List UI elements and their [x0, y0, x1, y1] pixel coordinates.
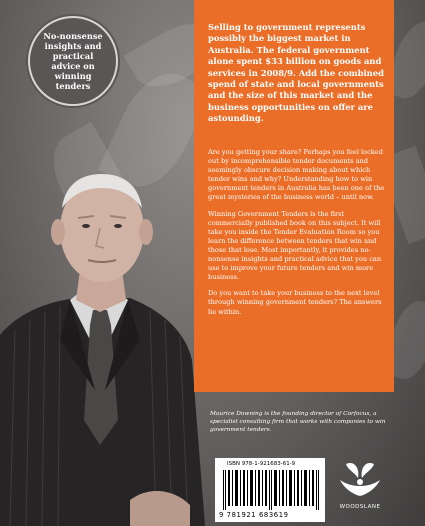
isbn-label: ISBN 978-1-921683-61-9	[227, 461, 296, 467]
lead-paragraph: Selling to government represents possibly the biggest market in Australia. The federal government alone spent $33 billion on goods and services in 2008/9. Add the combined spend of state and local governments and the size of this market and the business opportunities on offer are astounding.	[208, 22, 384, 124]
body-text	[208, 148, 388, 324]
badge-text: No-nonsense insights and practical advice on winning tenders	[43, 31, 103, 91]
body-paragraph: Are you getting your share? Perhaps you feel locked out by incomprehensible tender documents and seemingly obscure decision making about which tender wins and why? Understanding how to win government tenders in Australia has been one of the great mysteries of the business world – until now.	[208, 148, 385, 202]
barcode-bars	[223, 470, 319, 510]
barcode	[215, 458, 325, 522]
publisher-name: WOODSLANE	[339, 504, 381, 510]
promo-badge	[28, 16, 118, 106]
description-panel	[194, 0, 394, 392]
barcode-number: 9 781921 683619	[219, 511, 289, 519]
author-bio: Maurice Downing is the founding director of Corfocus, a specialist consulting firm that works with companies to win government tenders.	[210, 411, 386, 433]
body-paragraph: Do you want to take your business to the next level through winning government tenders? The answers lie within.	[208, 289, 382, 316]
body-paragraph: Winning Government Tenders is the first commercially published book on this subject. It will take you inside the Tender Evaluation Room so you learn the difference between tenders that win and those that lose. Most importantly, it provides no-nonsense insights and practical advice that you can use to improve your future tenders and win more business.	[208, 209, 382, 282]
author-portrait	[0, 160, 205, 526]
publisher-logo	[334, 458, 386, 512]
